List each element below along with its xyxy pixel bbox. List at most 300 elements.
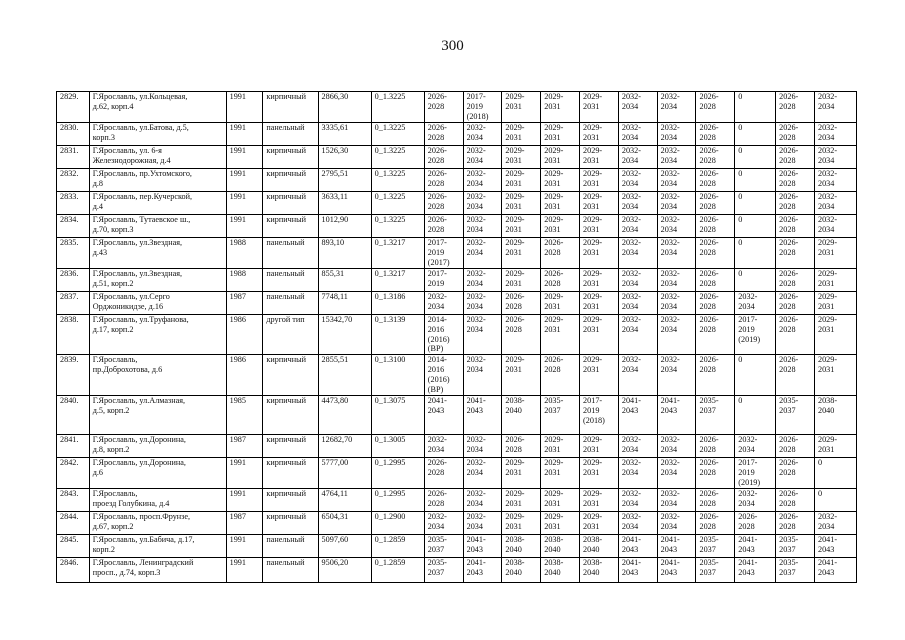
- cell-period-8: 2035- 2037: [696, 396, 735, 435]
- table-row: [57, 396, 857, 435]
- cell-period-6: 2032- 2034: [618, 169, 657, 192]
- cell-period-3: 2029- 2031: [502, 192, 541, 215]
- cell-period-8: 2026- 2028: [696, 92, 735, 123]
- cell-wall-material: панельный: [263, 238, 318, 269]
- cell-period-2: 2032- 2034: [463, 435, 502, 458]
- cell-period-11: 2032- 2034: [814, 192, 856, 215]
- cell-period-6: 2032- 2034: [618, 292, 657, 315]
- cell-code: 0_1.2900: [371, 512, 424, 535]
- cell-code: 0_1.3225: [371, 169, 424, 192]
- cell-period-1: 2035- 2037: [424, 558, 463, 583]
- cell-period-6: 2041- 2043: [618, 558, 657, 583]
- cell-area: 855,31: [318, 269, 371, 292]
- cell-period-8: 2026- 2028: [696, 489, 735, 512]
- cell-row-number: 2843.: [57, 489, 90, 512]
- cell-period-8: 2026- 2028: [696, 192, 735, 215]
- cell-address: Г.Ярославль, Ленинградский просп., д.74, корп.3: [89, 558, 226, 583]
- cell-period-11: 0: [814, 458, 856, 489]
- cell-code: 0_1.3225: [371, 215, 424, 238]
- cell-period-5: 2029- 2031: [580, 355, 619, 396]
- cell-period-2: 2032- 2034: [463, 215, 502, 238]
- cell-period-8: 2026- 2028: [696, 238, 735, 269]
- cell-period-4: 2029- 2031: [541, 123, 580, 146]
- cell-period-1: 2026- 2028: [424, 123, 463, 146]
- cell-wall-material: кирпичный: [263, 435, 318, 458]
- cell-year-built: 1991: [226, 458, 263, 489]
- cell-period-10: 2026- 2028: [776, 192, 815, 215]
- cell-period-6: 2032- 2034: [618, 269, 657, 292]
- cell-period-4: 2029- 2031: [541, 215, 580, 238]
- cell-period-7: 2032- 2034: [657, 238, 696, 269]
- cell-period-3: 2038- 2040: [502, 558, 541, 583]
- cell-period-7: 2032- 2034: [657, 146, 696, 169]
- cell-period-4: 2029- 2031: [541, 512, 580, 535]
- cell-address: Г.Ярославль, ул.Бабича, д.17, корп.2: [89, 535, 226, 558]
- cell-period-6: 2032- 2034: [618, 315, 657, 355]
- table-row: [57, 146, 857, 169]
- cell-wall-material: панельный: [263, 269, 318, 292]
- cell-period-4: 2029- 2031: [541, 292, 580, 315]
- cell-period-10: 2026- 2028: [776, 269, 815, 292]
- table-row: [57, 535, 857, 558]
- cell-period-9: 2041- 2043: [735, 535, 776, 558]
- cell-wall-material: панельный: [263, 292, 318, 315]
- table-row: [57, 269, 857, 292]
- cell-period-11: 0: [814, 489, 856, 512]
- cell-area: 15342,70: [318, 315, 371, 355]
- cell-period-3: 2029- 2031: [502, 238, 541, 269]
- cell-period-7: 2032- 2034: [657, 215, 696, 238]
- cell-period-3: 2029- 2031: [502, 169, 541, 192]
- cell-code: 0_1.3225: [371, 123, 424, 146]
- cell-code: 0_1.3075: [371, 396, 424, 435]
- cell-wall-material: другой тип: [263, 315, 318, 355]
- cell-period-10: 2035- 2037: [776, 396, 815, 435]
- cell-period-1: 2032- 2034: [424, 512, 463, 535]
- cell-area: 2795,51: [318, 169, 371, 192]
- cell-area: 1526,30: [318, 146, 371, 169]
- cell-period-9: 0: [735, 215, 776, 238]
- cell-address: Г.Ярославль, ул.Звездная, д.43: [89, 238, 226, 269]
- cell-period-5: 2029- 2031: [580, 269, 619, 292]
- cell-period-10: 2026- 2028: [776, 435, 815, 458]
- cell-period-7: 2032- 2034: [657, 192, 696, 215]
- cell-row-number: 2835.: [57, 238, 90, 269]
- table-row: [57, 315, 857, 355]
- cell-year-built: 1991: [226, 169, 263, 192]
- cell-period-5: 2029- 2031: [580, 458, 619, 489]
- cell-address: Г.Ярославль, ул.Доронина, д.8, корп.2: [89, 435, 226, 458]
- cell-period-6: 2032- 2034: [618, 146, 657, 169]
- cell-area: 1012,90: [318, 215, 371, 238]
- cell-period-9: 2017- 2019 (2019): [735, 315, 776, 355]
- cell-row-number: 2833.: [57, 192, 90, 215]
- cell-address: Г.Ярославль, Тутаевское ш., д.70, корп.3: [89, 215, 226, 238]
- cell-period-7: 2032- 2034: [657, 92, 696, 123]
- cell-period-3: 2026- 2028: [502, 315, 541, 355]
- cell-period-1: 2026- 2028: [424, 489, 463, 512]
- cell-period-8: 2035- 2037: [696, 535, 735, 558]
- cell-wall-material: кирпичный: [263, 489, 318, 512]
- cell-address: Г.Ярославль, пер.Кучерской, д.4: [89, 192, 226, 215]
- cell-year-built: 1991: [226, 146, 263, 169]
- cell-period-9: 0: [735, 396, 776, 435]
- table-row: [57, 215, 857, 238]
- cell-period-10: 2035- 2037: [776, 558, 815, 583]
- cell-period-11: 2032- 2034: [814, 92, 856, 123]
- cell-period-7: 2041- 2043: [657, 396, 696, 435]
- cell-period-11: 2029- 2031: [814, 315, 856, 355]
- cell-area: 3335,61: [318, 123, 371, 146]
- cell-period-8: 2026- 2028: [696, 355, 735, 396]
- cell-period-2: 2032- 2034: [463, 458, 502, 489]
- cell-period-5: 2029- 2031: [580, 215, 619, 238]
- cell-year-built: 1988: [226, 238, 263, 269]
- cell-address: Г.Ярославль, ул.Труфанова, д.17, корп.2: [89, 315, 226, 355]
- cell-code: 0_1.3225: [371, 92, 424, 123]
- cell-period-11: 2029- 2031: [814, 355, 856, 396]
- cell-wall-material: кирпичный: [263, 92, 318, 123]
- cell-period-11: 2038- 2040: [814, 396, 856, 435]
- cell-period-1: 2014- 2016 (2016) (ВР): [424, 355, 463, 396]
- cell-code: 0_1.3217: [371, 238, 424, 269]
- cell-row-number: 2841.: [57, 435, 90, 458]
- cell-period-10: 2026- 2028: [776, 146, 815, 169]
- cell-period-10: 2026- 2028: [776, 238, 815, 269]
- cell-area: 893,10: [318, 238, 371, 269]
- cell-period-4: 2029- 2031: [541, 315, 580, 355]
- cell-period-10: 2026- 2028: [776, 215, 815, 238]
- cell-period-6: 2032- 2034: [618, 92, 657, 123]
- cell-code: 0_1.2859: [371, 558, 424, 583]
- cell-row-number: 2831.: [57, 146, 90, 169]
- cell-period-6: 2032- 2034: [618, 123, 657, 146]
- cell-area: 3633,11: [318, 192, 371, 215]
- cell-row-number: 2830.: [57, 123, 90, 146]
- cell-period-5: 2029- 2031: [580, 315, 619, 355]
- cell-area: 4473,80: [318, 396, 371, 435]
- cell-period-8: 2026- 2028: [696, 215, 735, 238]
- cell-period-4: 2029- 2031: [541, 146, 580, 169]
- table-row: [57, 489, 857, 512]
- cell-period-2: 2032- 2034: [463, 238, 502, 269]
- cell-wall-material: панельный: [263, 123, 318, 146]
- cell-wall-material: кирпичный: [263, 215, 318, 238]
- cell-period-10: 2026- 2028: [776, 169, 815, 192]
- cell-year-built: 1991: [226, 192, 263, 215]
- cell-period-7: 2032- 2034: [657, 458, 696, 489]
- cell-period-7: 2041- 2043: [657, 535, 696, 558]
- cell-period-5: 2038- 2040: [580, 535, 619, 558]
- cell-period-7: 2041- 2043: [657, 558, 696, 583]
- cell-code: 0_1.3100: [371, 355, 424, 396]
- cell-period-1: 2026- 2028: [424, 215, 463, 238]
- cell-period-11: 2029- 2031: [814, 435, 856, 458]
- cell-period-11: 2029- 2031: [814, 238, 856, 269]
- cell-period-10: 2026- 2028: [776, 123, 815, 146]
- cell-period-7: 2032- 2034: [657, 269, 696, 292]
- cell-period-6: 2032- 2034: [618, 238, 657, 269]
- cell-period-9: 0: [735, 123, 776, 146]
- cell-period-1: 2026- 2028: [424, 458, 463, 489]
- cell-row-number: 2838.: [57, 315, 90, 355]
- cell-wall-material: панельный: [263, 558, 318, 583]
- cell-period-4: 2026- 2028: [541, 355, 580, 396]
- cell-period-4: 2029- 2031: [541, 435, 580, 458]
- cell-period-4: 2029- 2031: [541, 192, 580, 215]
- cell-period-11: 2041- 2043: [814, 558, 856, 583]
- cell-period-10: 2026- 2028: [776, 315, 815, 355]
- cell-period-10: 2026- 2028: [776, 458, 815, 489]
- cell-period-11: 2032- 2034: [814, 169, 856, 192]
- cell-period-3: 2029- 2031: [502, 269, 541, 292]
- cell-period-11: 2041- 2043: [814, 535, 856, 558]
- cell-period-1: 2026- 2028: [424, 146, 463, 169]
- cell-row-number: 2836.: [57, 269, 90, 292]
- cell-period-7: 2032- 2034: [657, 292, 696, 315]
- cell-address: Г.Ярославль, ул.Серго Орджоникидзе, д.16: [89, 292, 226, 315]
- cell-period-11: 2029- 2031: [814, 269, 856, 292]
- cell-address: Г.Ярославль, ул.Доронина, д.6: [89, 458, 226, 489]
- cell-period-8: 2026- 2028: [696, 315, 735, 355]
- cell-row-number: 2842.: [57, 458, 90, 489]
- cell-period-2: 2017- 2019 (2018): [463, 92, 502, 123]
- cell-period-3: 2029- 2031: [502, 92, 541, 123]
- cell-address: Г.Ярославль, ул.Звездная, д.51, корп.2: [89, 269, 226, 292]
- table-row: [57, 458, 857, 489]
- cell-period-5: 2038- 2040: [580, 558, 619, 583]
- cell-period-6: 2041- 2043: [618, 535, 657, 558]
- cell-period-2: 2032- 2034: [463, 355, 502, 396]
- cell-wall-material: панельный: [263, 535, 318, 558]
- cell-period-1: 2026- 2028: [424, 169, 463, 192]
- cell-period-8: 2035- 2037: [696, 558, 735, 583]
- cell-period-2: 2032- 2034: [463, 146, 502, 169]
- cell-period-9: 0: [735, 192, 776, 215]
- cell-period-7: 2032- 2034: [657, 512, 696, 535]
- cell-period-8: 2026- 2028: [696, 512, 735, 535]
- cell-wall-material: кирпичный: [263, 355, 318, 396]
- cell-area: 12682,70: [318, 435, 371, 458]
- cell-period-8: 2026- 2028: [696, 169, 735, 192]
- cell-period-3: 2038- 2040: [502, 535, 541, 558]
- cell-period-2: 2032- 2034: [463, 169, 502, 192]
- cell-address: Г.Ярославль, ул.Кольцевая, д.62, корп.4: [89, 92, 226, 123]
- table-row: [57, 238, 857, 269]
- cell-period-1: 2014- 2016 (2016) (ВР): [424, 315, 463, 355]
- cell-address: Г.Ярославль, ул.Батова, д.5, корп.3: [89, 123, 226, 146]
- cell-period-9: 2017- 2019 (2019): [735, 458, 776, 489]
- cell-area: 2866,30: [318, 92, 371, 123]
- cell-period-4: 2029- 2031: [541, 458, 580, 489]
- cell-period-7: 2032- 2034: [657, 489, 696, 512]
- cell-period-1: 2032- 2034: [424, 292, 463, 315]
- cell-period-6: 2032- 2034: [618, 215, 657, 238]
- cell-period-5: 2017- 2019 (2018): [580, 396, 619, 435]
- cell-area: 6504,31: [318, 512, 371, 535]
- cell-address: Г.Ярославль, пр.Ухтомского, д.8: [89, 169, 226, 192]
- cell-address: Г.Ярославль, ул. 6-я Железнодорожная, д.4: [89, 146, 226, 169]
- cell-period-2: 2032- 2034: [463, 315, 502, 355]
- cell-period-9: 0: [735, 92, 776, 123]
- cell-period-9: 0: [735, 238, 776, 269]
- cell-period-4: 2035- 2037: [541, 396, 580, 435]
- cell-wall-material: кирпичный: [263, 396, 318, 435]
- cell-period-5: 2029- 2031: [580, 292, 619, 315]
- cell-wall-material: кирпичный: [263, 192, 318, 215]
- table-row: [57, 192, 857, 215]
- cell-period-11: 2032- 2034: [814, 215, 856, 238]
- cell-row-number: 2834.: [57, 215, 90, 238]
- cell-code: 0_1.3225: [371, 146, 424, 169]
- cell-period-6: 2032- 2034: [618, 489, 657, 512]
- cell-period-4: 2029- 2031: [541, 92, 580, 123]
- cell-row-number: 2837.: [57, 292, 90, 315]
- cell-period-6: 2032- 2034: [618, 458, 657, 489]
- cell-period-5: 2029- 2031: [580, 512, 619, 535]
- cell-period-10: 2026- 2028: [776, 92, 815, 123]
- cell-period-6: 2032- 2034: [618, 512, 657, 535]
- cell-period-10: 2026- 2028: [776, 512, 815, 535]
- cell-year-built: 1991: [226, 535, 263, 558]
- table-row: [57, 558, 857, 583]
- cell-period-4: 2029- 2031: [541, 169, 580, 192]
- cell-address: Г.Ярославль, пр.Доброхотова, д.6: [89, 355, 226, 396]
- cell-code: 0_1.2995: [371, 489, 424, 512]
- cell-period-6: 2032- 2034: [618, 192, 657, 215]
- cell-period-9: 2041- 2043: [735, 558, 776, 583]
- cell-period-5: 2029- 2031: [580, 123, 619, 146]
- cell-period-3: 2029- 2031: [502, 489, 541, 512]
- cell-period-4: 2038- 2040: [541, 535, 580, 558]
- cell-period-9: 2032- 2034: [735, 292, 776, 315]
- table-row: [57, 512, 857, 535]
- cell-period-7: 2032- 2034: [657, 435, 696, 458]
- cell-period-3: 2029- 2031: [502, 146, 541, 169]
- cell-period-7: 2032- 2034: [657, 123, 696, 146]
- cell-period-6: 2032- 2034: [618, 355, 657, 396]
- cell-period-5: 2029- 2031: [580, 169, 619, 192]
- cell-year-built: 1991: [226, 123, 263, 146]
- cell-wall-material: кирпичный: [263, 458, 318, 489]
- cell-period-1: 2032- 2034: [424, 435, 463, 458]
- cell-period-3: 2038- 2040: [502, 396, 541, 435]
- cell-period-3: 2029- 2031: [502, 215, 541, 238]
- cell-period-3: 2029- 2031: [502, 512, 541, 535]
- table-row: [57, 92, 857, 123]
- cell-code: 0_1.3186: [371, 292, 424, 315]
- cell-row-number: 2840.: [57, 396, 90, 435]
- cell-year-built: 1991: [226, 215, 263, 238]
- cell-period-2: 2032- 2034: [463, 489, 502, 512]
- cell-year-built: 1991: [226, 92, 263, 123]
- cell-period-4: 2038- 2040: [541, 558, 580, 583]
- cell-area: 2855,51: [318, 355, 371, 396]
- cell-address: Г.Ярославль, проезд Голубкина, д.4: [89, 489, 226, 512]
- cell-period-11: 2032- 2034: [814, 123, 856, 146]
- table-row: [57, 355, 857, 396]
- cell-period-2: 2041- 2043: [463, 558, 502, 583]
- table-row: [57, 123, 857, 146]
- table-body: [57, 92, 857, 583]
- cell-area: 4764,11: [318, 489, 371, 512]
- cell-period-2: 2032- 2034: [463, 512, 502, 535]
- cell-period-3: 2029- 2031: [502, 458, 541, 489]
- cell-year-built: 1988: [226, 269, 263, 292]
- cell-period-9: 2032- 2034: [735, 435, 776, 458]
- cell-period-9: 0: [735, 355, 776, 396]
- cell-code: 0_1.3005: [371, 435, 424, 458]
- cell-period-9: 0: [735, 169, 776, 192]
- cell-period-9: 2032- 2034: [735, 489, 776, 512]
- cell-period-9: 0: [735, 146, 776, 169]
- cell-row-number: 2845.: [57, 535, 90, 558]
- cell-period-8: 2026- 2028: [696, 123, 735, 146]
- cell-period-7: 2032- 2034: [657, 355, 696, 396]
- housing-register-table: [56, 91, 857, 583]
- cell-period-11: 2029- 2031: [814, 292, 856, 315]
- cell-year-built: 1985: [226, 396, 263, 435]
- cell-period-11: 2032- 2034: [814, 512, 856, 535]
- cell-period-5: 2029- 2031: [580, 435, 619, 458]
- cell-period-2: 2041- 2043: [463, 396, 502, 435]
- cell-period-10: 2026- 2028: [776, 292, 815, 315]
- cell-year-built: 1991: [226, 558, 263, 583]
- cell-period-2: 2032- 2034: [463, 123, 502, 146]
- cell-period-9: 2026- 2028: [735, 512, 776, 535]
- cell-period-2: 2041- 2043: [463, 535, 502, 558]
- cell-period-9: 0: [735, 269, 776, 292]
- cell-period-1: 2017- 2019 (2017): [424, 238, 463, 269]
- cell-period-6: 2032- 2034: [618, 435, 657, 458]
- cell-code: 0_1.3217: [371, 269, 424, 292]
- cell-year-built: 1987: [226, 512, 263, 535]
- cell-period-1: 2017- 2019: [424, 269, 463, 292]
- cell-area: 5777,00: [318, 458, 371, 489]
- cell-area: 9506,20: [318, 558, 371, 583]
- cell-period-1: 2026- 2028: [424, 192, 463, 215]
- cell-period-3: 2029- 2031: [502, 355, 541, 396]
- table-row: [57, 292, 857, 315]
- cell-period-5: 2029- 2031: [580, 238, 619, 269]
- cell-year-built: 1986: [226, 355, 263, 396]
- cell-period-4: 2026- 2028: [541, 269, 580, 292]
- cell-year-built: 1991: [226, 489, 263, 512]
- cell-period-2: 2032- 2034: [463, 269, 502, 292]
- cell-period-1: 2026- 2028: [424, 92, 463, 123]
- cell-area: 7748,11: [318, 292, 371, 315]
- cell-period-8: 2026- 2028: [696, 292, 735, 315]
- cell-code: 0_1.3139: [371, 315, 424, 355]
- cell-code: 0_1.2859: [371, 535, 424, 558]
- cell-period-11: 2032- 2034: [814, 146, 856, 169]
- cell-period-8: 2026- 2028: [696, 269, 735, 292]
- cell-year-built: 1987: [226, 292, 263, 315]
- cell-period-3: 2026- 2028: [502, 292, 541, 315]
- cell-period-10: 2026- 2028: [776, 355, 815, 396]
- cell-period-4: 2026- 2028: [541, 238, 580, 269]
- cell-row-number: 2832.: [57, 169, 90, 192]
- cell-period-10: 2035- 2037: [776, 535, 815, 558]
- cell-period-1: 2041- 2043: [424, 396, 463, 435]
- cell-period-8: 2026- 2028: [696, 146, 735, 169]
- cell-wall-material: кирпичный: [263, 146, 318, 169]
- cell-row-number: 2846.: [57, 558, 90, 583]
- cell-period-7: 2032- 2034: [657, 315, 696, 355]
- cell-row-number: 2829.: [57, 92, 90, 123]
- cell-period-10: 2026- 2028: [776, 489, 815, 512]
- cell-code: 0_1.2995: [371, 458, 424, 489]
